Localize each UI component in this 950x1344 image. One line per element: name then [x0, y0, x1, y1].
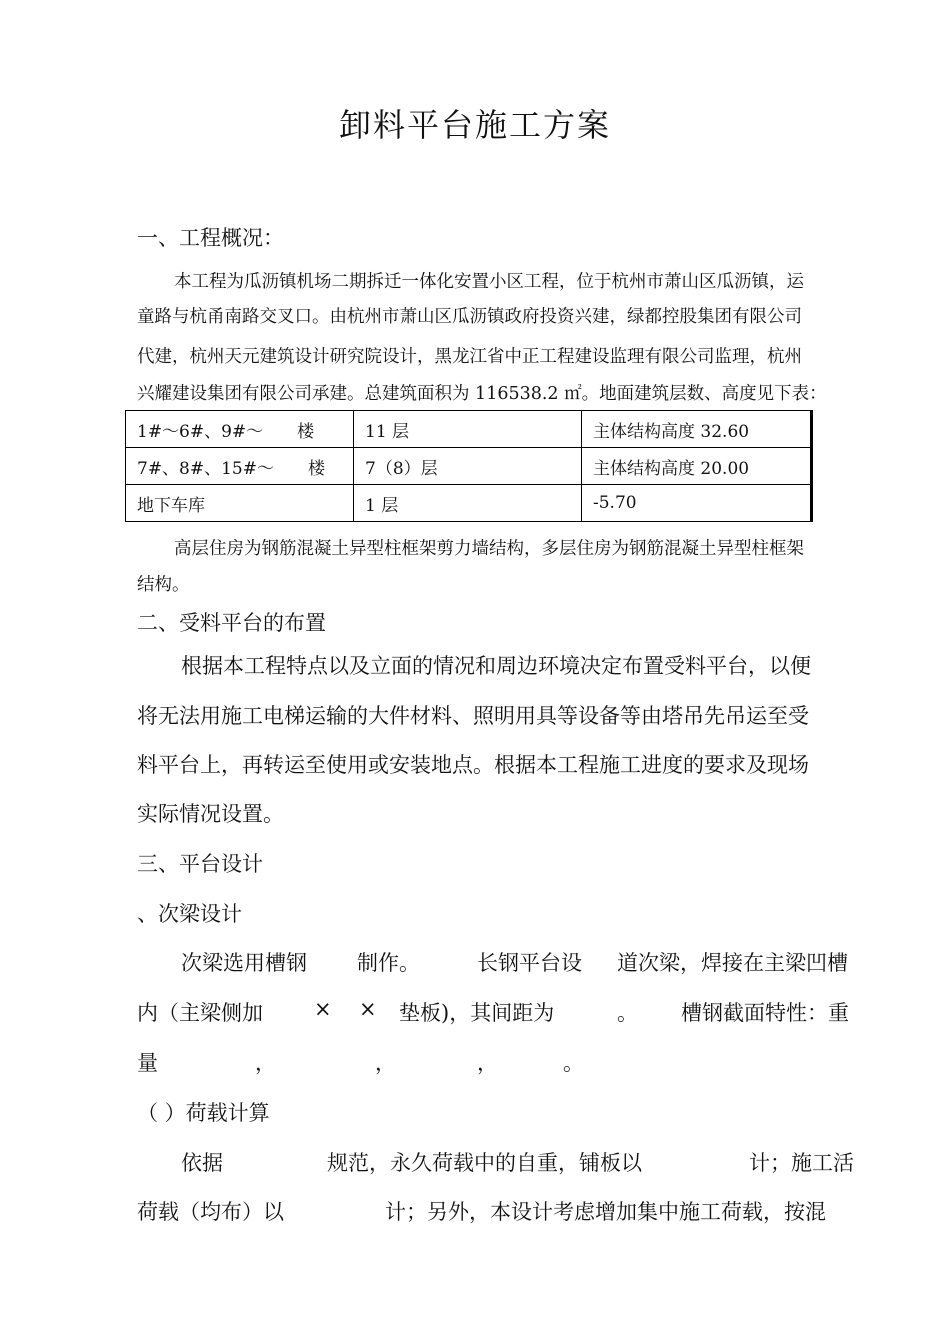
text-fragment: 次梁选用槽钢 [181, 951, 307, 975]
subheading-load-calculation: （ ）荷载计算 [137, 1101, 270, 1125]
layout-line-2: 将无法用施工电梯运输的大件材料、照明用具等设备等由塔吊先吊运至受 [137, 704, 809, 728]
text-fragment: 制作。 [357, 951, 420, 975]
text-fragment: 垫板)，其间距为 [399, 1001, 555, 1025]
text-fragment: 荷载（均布）以 [137, 1200, 284, 1224]
text-fragment: 。 [617, 1001, 638, 1025]
design-line-4 [181, 1147, 859, 1177]
text-fragment: ， [255, 1051, 276, 1075]
table-row [126, 448, 812, 485]
building-height-table [125, 410, 813, 522]
section-heading-overview: 一、工程概况： [137, 226, 284, 250]
overview-line-1: 本工程为瓜沥镇机场二期拆迁一体化安置小区工程，位于杭州市萧山区瓜沥镇，运 [174, 272, 804, 292]
table-cell: -5.70 [582, 485, 812, 522]
overview-line-4: 兴耀建设集团有限公司承建。总建筑面积为 116538.2 ㎡。地面建筑层数、高度见下表： [137, 384, 827, 404]
structure-line-1: 高层住房为钢筋混凝土异型柱框架剪力墙结构，多层住房为钢筋混凝土异型柱框架 [174, 539, 804, 559]
overview-line-3: 代建，杭州天元建筑设计研究院设计，黑龙江省中正工程建设监理有限公司监理，杭州 [137, 347, 802, 367]
design-line-2 [137, 997, 859, 1027]
text-fragment: 量 [137, 1051, 158, 1075]
table-cell: 地下车库 [126, 485, 354, 522]
section-heading-layout: 二、受料平台的布置 [137, 611, 326, 635]
structure-line-2: 结构。 [137, 575, 190, 595]
table-cell: 主体结构高度 32.60 [582, 411, 812, 448]
table-row [126, 411, 812, 448]
section-heading-design: 三、平台设计 [137, 852, 263, 876]
text-fragment: × [314, 997, 332, 1021]
table-cell: 7#、8#、15#～ 楼 [126, 448, 354, 485]
table-row [126, 485, 812, 522]
page-title: 卸料平台施工方案 [338, 106, 611, 144]
text-fragment: 内（主梁侧加 [137, 1001, 263, 1025]
table-cell: 1 层 [354, 485, 582, 522]
table-cell: 7（8）层 [354, 448, 582, 485]
layout-line-4: 实际情况设置。 [137, 802, 284, 826]
text-fragment: 计；施工活 [749, 1151, 854, 1175]
text-fragment: 规范，永久荷载中的自重，铺板以 [327, 1151, 642, 1175]
design-line-1 [181, 947, 859, 977]
layout-line-1: 根据本工程特点以及立面的情况和周边环境决定布置受料平台，以便 [181, 654, 811, 678]
subheading-secondary-beam: 、次梁设计 [137, 902, 242, 926]
text-fragment: ， [477, 1051, 498, 1075]
design-line-3 [137, 1047, 859, 1077]
text-fragment: 依据 [181, 1151, 223, 1175]
table-cell: 1#～6#、9#～ 楼 [126, 411, 354, 448]
text-fragment: 计；另外，本设计考虑增加集中施工荷载，按混 [385, 1200, 826, 1224]
text-fragment: 槽钢截面特性：重 [681, 1001, 849, 1025]
table-cell: 11 层 [354, 411, 582, 448]
design-line-5 [137, 1196, 859, 1226]
text-fragment: 长钢平台设 [477, 951, 582, 975]
text-fragment: 。 [563, 1051, 584, 1075]
text-fragment: 道次梁，焊接在主梁凹槽 [617, 951, 848, 975]
text-fragment: × [359, 997, 377, 1021]
layout-line-3: 料平台上，再转运至使用或安装地点。根据本工程施工进度的要求及现场 [137, 753, 809, 777]
text-fragment: ， [375, 1051, 396, 1075]
overview-line-2: 童路与杭甬南路交叉口。由杭州市萧山区瓜沥镇政府投资兴建，绿都控股集团有限公司 [137, 307, 802, 327]
table-cell: 主体结构高度 20.00 [582, 448, 812, 485]
